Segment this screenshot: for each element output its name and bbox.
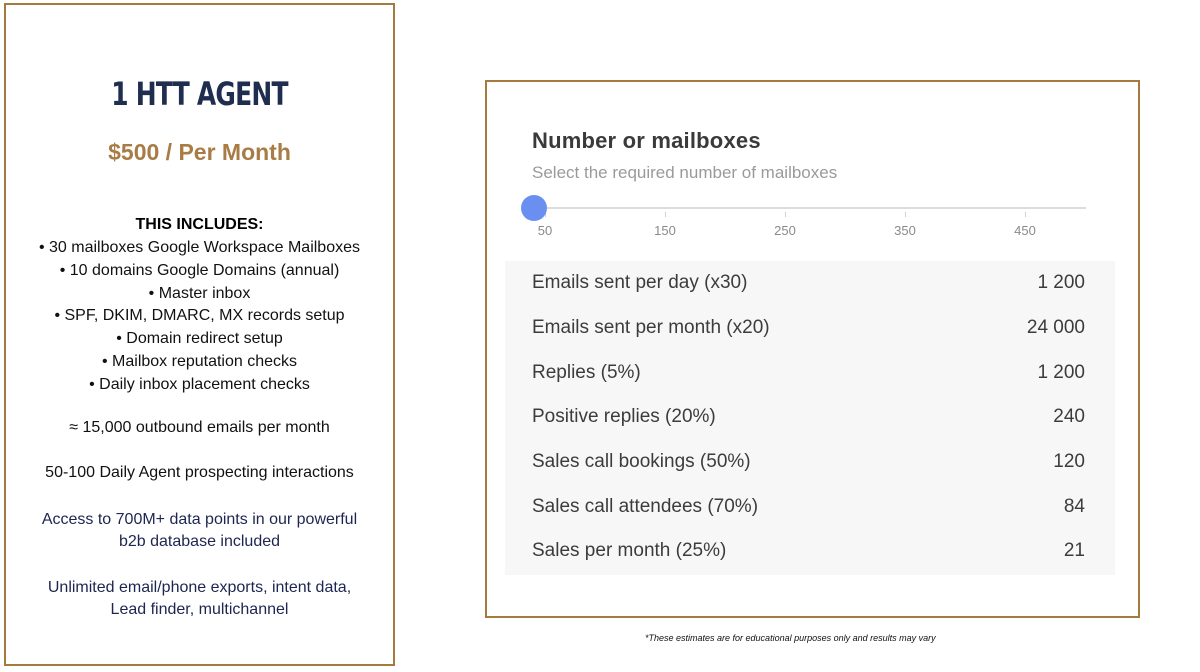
plan-title: 1 HTT AGENT (111, 75, 288, 113)
calculator-title: Number or mailboxes (532, 128, 761, 153)
exports-line-2: Lead finder, multichannel (110, 601, 289, 618)
includes-heading: THIS INCLUDES: (135, 216, 264, 233)
result-value: 84 (1063, 496, 1085, 517)
slider-tick-label: 350 (894, 223, 916, 238)
slider-tick (785, 212, 786, 217)
result-value: 1 200 (1037, 362, 1085, 383)
slider-tick-label: 50 (537, 223, 553, 238)
pricing-card (4, 3, 395, 666)
feature-item: • Mailbox reputation checks (6, 351, 393, 374)
result-value: 120 (1053, 451, 1085, 472)
result-label: Positive replies (20%) (532, 406, 716, 427)
feature-item: • SPF, DKIM, DMARC, MX records setup (6, 305, 393, 328)
result-row (505, 351, 1115, 395)
feature-item: • Domain redirect setup (6, 328, 393, 351)
result-row (505, 529, 1115, 573)
feature-item: • Master inbox (6, 283, 393, 306)
slider-tick-label: 450 (1014, 223, 1036, 238)
result-label: Emails sent per month (x20) (532, 317, 770, 338)
result-value: 21 (1063, 540, 1085, 561)
result-label: Sales per month (25%) (532, 540, 727, 561)
feature-item: • 30 mailboxes Google Workspace Mailboxes (6, 237, 393, 260)
slider-tick-label: 250 (774, 223, 796, 238)
slider-tick (665, 212, 666, 217)
slider-tick-label: 150 (654, 223, 676, 238)
data-points-line-2: b2b database included (118, 533, 281, 550)
features-list (6, 237, 393, 397)
slider-handle[interactable] (521, 195, 547, 221)
mailbox-calculator (485, 80, 1140, 618)
result-row (505, 306, 1115, 350)
data-points-line-1: Access to 700M+ data points in our powerful (41, 511, 358, 528)
result-value: 240 (1053, 406, 1085, 427)
slider-track[interactable] (534, 207, 1086, 209)
slider-tick (905, 212, 906, 217)
result-label: Emails sent per day (x30) (532, 272, 748, 293)
result-row (505, 485, 1115, 529)
calculator-subtitle: Select the required number of mailboxes (532, 163, 838, 182)
exports-line-1: Unlimited email/phone exports, intent data, (47, 579, 352, 596)
feature-item: • 10 domains Google Domains (annual) (6, 260, 393, 283)
result-row (505, 440, 1115, 484)
results-table (505, 261, 1115, 575)
feature-item: • Daily inbox placement checks (6, 374, 393, 397)
result-label: Replies (5%) (532, 362, 641, 383)
disclaimer-note: *These estimates are for educational purposes only and results may vary (645, 633, 936, 643)
result-value: 24 000 (1026, 317, 1085, 338)
agent-interactions-line: 50-100 Daily Agent prospecting interactions (45, 464, 354, 481)
result-label: Sales call bookings (50%) (532, 451, 751, 472)
result-row (505, 395, 1115, 439)
result-value: 1 200 (1037, 272, 1085, 293)
slider-tick (1025, 212, 1026, 217)
result-label: Sales call attendees (70%) (532, 496, 759, 517)
plan-price: $500 / Per Month (108, 139, 291, 165)
outbound-emails-line: ≈ 15,000 outbound emails per month (69, 419, 330, 436)
result-row (505, 261, 1115, 305)
